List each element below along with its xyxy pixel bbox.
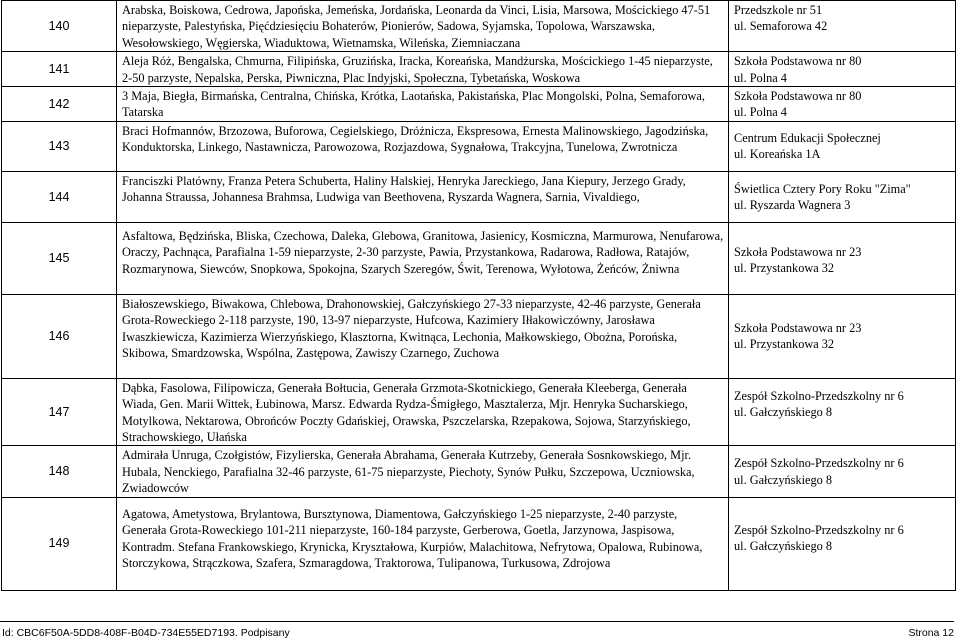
school-name: Szkoła Podstawowa nr 80 xyxy=(734,54,862,69)
school-address: ul. Gałczyńskiego 8 xyxy=(734,472,833,487)
school-name: Szkoła Podstawowa nr 23 xyxy=(734,244,862,259)
district-number: 147 xyxy=(2,378,117,446)
street-list: Agatowa, Ametystowa, Brylantowa, Bursztynowa, Diamentowa, Gałczyńskiego 1-25 nieparzyste, 2-40 parzyste, Generała Grota-Roweckiego 101-211 nieparzyste, 160-184 parzyste, Gerberowa, Goetla, Jarzynowa, Jaspisowa, Kontradm. Stefana Frankowskiego, Krynicka, Kryształowa, Kurpiów, Malachitowa, Nefrytowa, Opalowa, Rubinowa, Storczykowa, Strączkowa, Szafera, Szmaragdowa, Traktorowa, Tulipanowa, Turkusowa, Zdrojowa xyxy=(117,497,729,590)
school-cell xyxy=(729,446,956,497)
table-row xyxy=(2,52,956,87)
street-list: Franciszki Platówny, Franza Petera Schuberta, Haliny Halskiej, Henryka Jareckiego, Jana Kiepury, Jerzego Grady, Johanna Straussa, Johannesa Brahmsa, Ludwiga van Beethovena, Ryszarda Wagnera, Sarnia, Vivaldiego, xyxy=(117,171,729,222)
district-number: 148 xyxy=(2,446,117,497)
street-list: Białoszewskiego, Biwakowa, Chlebowa, Drahonowskiej, Gałczyńskiego 27-33 nieparzyste, 42-46 parzyste, Generała Grota-Roweckiego 2-118 parzyste, 190, 13-97 nieparzyste, Hufcowa, Kazimiery Iłłakowiczówny, Jarosława Iwaszkiewicza, Kazimierza Wierzyńskiego, Klasztorna, Kwitnąca, Lechonia, Małkowskiego, Obożna, Porońska, Skibowa, Smardzowska, Wspólna, Zastępowa, Zawiszy Czarnego, Zuchowa xyxy=(117,294,729,378)
street-list: Arabska, Boiskowa, Cedrowa, Japońska, Jemeńska, Jordańska, Leonarda da Vinci, Lisia, Marsowa, Mościckiego 47-51 nieparzyste, Palestyńska, Pięćdziesięciu Bohaterów, Pionierów, Sadowa, Syjamska, Topolowa, Warszawska, Wesołowskiego, Węgierska, Wiaduktowa, Wietnamska, Wileńska, Ziemniaczana xyxy=(117,1,729,52)
street-list: Admirała Unruga, Czołgistów, Fizylierska, Generała Abrahama, Generała Kutrzeby, Generała Sosnkowskiego, Mjr. Hubala, Nenckiego, Parafialna 32-46 parzyste, 61-75 nieparzyste, Piechoty, Synów Pułku, Szczepowa, Uczniowska, Zwiadowców xyxy=(117,446,729,497)
school-address: ul. Polna 4 xyxy=(734,105,787,120)
street-list: 3 Maja, Biegła, Birmańska, Centralna, Chińska, Krótka, Laotańska, Pakistańska, Plac Mongolski, Polna, Semaforowa, Tatarska xyxy=(117,87,729,122)
school-address: ul. Gałczyńskiego 8 xyxy=(734,405,833,420)
district-number: 146 xyxy=(2,294,117,378)
school-name: Świetlica Cztery Pory Roku "Zima" xyxy=(734,181,911,196)
page-footer xyxy=(0,618,960,640)
districts-table xyxy=(1,0,956,591)
table-row xyxy=(2,497,956,590)
street-list: Aleja Róż, Bengalska, Chmurna, Filipińska, Gruzińska, Iracka, Koreańska, Mandżurska, Mościckiego 1-45 nieparzyste, 2-50 parzyste, Nepalska, Perska, Piwniczna, Plac Indyjski, Społeczna, Tybetańska, Woskowa xyxy=(117,52,729,87)
school-cell xyxy=(729,87,956,122)
school-name: Zespół Szkolno-Przedszkolny nr 6 xyxy=(734,388,904,403)
table-row xyxy=(2,87,956,122)
district-number: 143 xyxy=(2,121,117,171)
school-name: Centrum Edukacji Społecznej xyxy=(734,130,881,145)
table-row xyxy=(2,171,956,222)
table-row xyxy=(2,294,956,378)
school-address: ul. Koreańska 1A xyxy=(734,147,821,162)
school-address: ul. Przystankowa 32 xyxy=(734,261,835,276)
document-id: Id: CBC6F50A-5DD8-408F-B04D-734E55ED7193. Podpisany xyxy=(2,627,290,639)
district-number: 149 xyxy=(2,497,117,590)
school-cell xyxy=(729,294,956,378)
school-address: ul. Przystankowa 32 xyxy=(734,337,835,352)
school-cell xyxy=(729,378,956,446)
school-cell xyxy=(729,1,956,52)
school-cell xyxy=(729,171,956,222)
school-name: Szkoła Podstawowa nr 80 xyxy=(734,89,862,104)
school-name: Zespół Szkolno-Przedszkolny nr 6 xyxy=(734,522,904,537)
district-number: 144 xyxy=(2,171,117,222)
table-row xyxy=(2,378,956,446)
street-list: Dąbka, Fasolowa, Filipowicza, Generała Bołtucia, Generała Grzmota-Skotnickiego, Generała Kleeberga, Generała Wiada, Gen. Marii Wittek, Łubinowa, Marsz. Edwarda Rydza-Śmigłego, Masztalerza, Mjr. Henryka Sucharskiego, Motylkowa, Nektarowa, Obrońców Poczty Gdańskiej, Orawska, Pszczelarska, Rzepakowa, Sojowa, Starzyńskiego, Strachowskiego, Ułańska xyxy=(117,378,729,446)
page-number: Strona 12 xyxy=(908,627,954,639)
school-address: ul. Gałczyńskiego 8 xyxy=(734,539,833,554)
table-row xyxy=(2,121,956,171)
school-name: Szkoła Podstawowa nr 23 xyxy=(734,320,862,335)
school-name: Zespół Szkolno-Przedszkolny nr 6 xyxy=(734,456,904,471)
street-list: Asfaltowa, Będzińska, Bliska, Czechowa, Daleka, Glebowa, Granitowa, Jasienicy, Kosmiczna, Marmurowa, Nenufarowa, Oraczy, Pachnąca, Parafialna 1-59 nieparzyste, 2-30 parzyste, Pawia, Przystankowa, Radarowa, Radłowa, Ratajów, Rozmarynowa, Siewców, Snopkowa, Spokojna, Szarych Szeregów, Świt, Terenowa, Wyłotowa, Żeńców, Żniwna xyxy=(117,222,729,294)
school-address: ul. Semaforowa 42 xyxy=(734,19,828,34)
school-address: ul. Polna 4 xyxy=(734,70,787,85)
district-number: 142 xyxy=(2,87,117,122)
district-number: 145 xyxy=(2,222,117,294)
street-list: Braci Hofmannów, Brzozowa, Buforowa, Cegielskiego, Dróżnicza, Ekspresowa, Ernesta Malinowskiego, Jagodzińska, Konduktorska, Linkego, Nastawnicza, Parowozowa, Rozjazdowa, Sygnałowa, Trakcyjna, Tunelowa, Zwrotnicza xyxy=(117,121,729,171)
school-cell xyxy=(729,497,956,590)
school-cell xyxy=(729,222,956,294)
school-cell xyxy=(729,121,956,171)
school-cell xyxy=(729,52,956,87)
table-row xyxy=(2,1,956,52)
table-row xyxy=(2,222,956,294)
footer-divider xyxy=(0,621,954,622)
school-name: Przedszkole nr 51 xyxy=(734,3,823,17)
table-row xyxy=(2,446,956,497)
school-address: ul. Ryszarda Wagnera 3 xyxy=(734,198,851,213)
district-number: 140 xyxy=(2,1,117,52)
district-number: 141 xyxy=(2,52,117,87)
